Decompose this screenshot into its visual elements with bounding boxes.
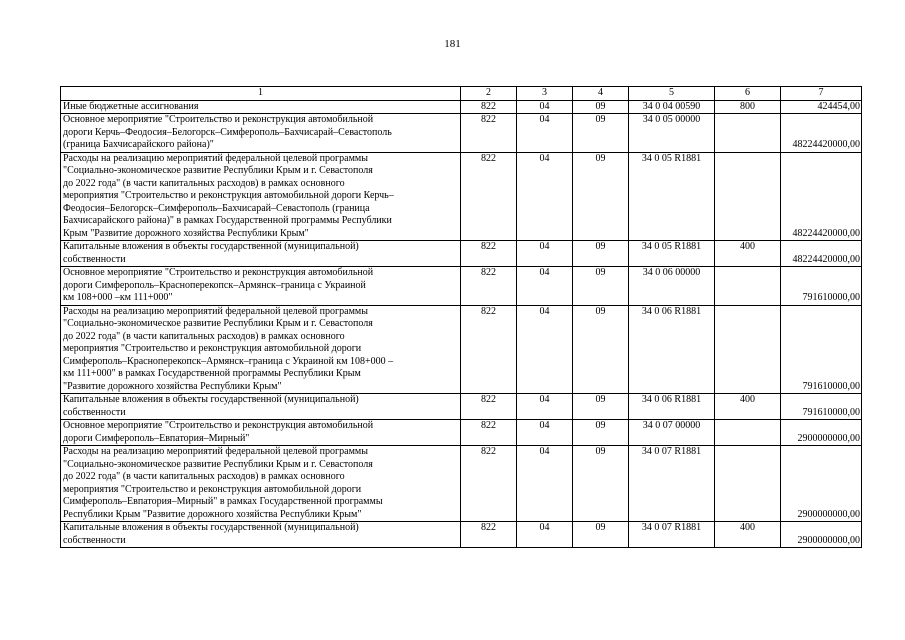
ministry-code-cell: 822 [461, 241, 517, 267]
amount-cell: 48224420000,00 [781, 241, 862, 267]
header-cell: 4 [573, 87, 629, 101]
ministry-code-cell: 822 [461, 267, 517, 306]
section-code-cell: 04 [517, 420, 573, 446]
ministry-code-cell: 822 [461, 522, 517, 548]
amount-cell: 791610000,00 [781, 305, 862, 394]
amount-cell: 48224420000,00 [781, 152, 862, 241]
ministry-code-cell: 822 [461, 114, 517, 153]
amount-cell: 2900000000,00 [781, 420, 862, 446]
expense-type-cell [715, 267, 781, 306]
expense-type-cell: 400 [715, 522, 781, 548]
header-cell: 2 [461, 87, 517, 101]
target-article-cell: 34 0 06 00000 [629, 267, 715, 306]
subsection-code-cell: 09 [573, 394, 629, 420]
section-code-cell: 04 [517, 522, 573, 548]
table-row [61, 446, 862, 522]
page-number: 181 [444, 38, 461, 50]
target-article-cell: 34 0 05 R1881 [629, 152, 715, 241]
ministry-code-cell: 822 [461, 305, 517, 394]
expense-type-cell [715, 446, 781, 522]
subsection-code-cell: 09 [573, 114, 629, 153]
header-cell: 6 [715, 87, 781, 101]
subsection-code-cell: 09 [573, 420, 629, 446]
table-row [61, 394, 862, 420]
expense-type-cell: 800 [715, 100, 781, 114]
amount-cell: 791610000,00 [781, 267, 862, 306]
expense-type-cell: 400 [715, 241, 781, 267]
section-code-cell: 04 [517, 114, 573, 153]
section-code-cell: 04 [517, 152, 573, 241]
amount-cell: 48224420000,00 [781, 114, 862, 153]
target-article-cell: 34 0 07 00000 [629, 420, 715, 446]
target-article-cell: 34 0 05 R1881 [629, 241, 715, 267]
target-article-cell: 34 0 07 R1881 [629, 446, 715, 522]
budget-table [60, 86, 862, 548]
expense-type-cell: 400 [715, 394, 781, 420]
header-row [61, 87, 862, 101]
table-row [61, 114, 862, 153]
target-article-cell: 34 0 06 R1881 [629, 394, 715, 420]
ministry-code-cell: 822 [461, 394, 517, 420]
row-name-cell: Основное мероприятие "Строительство и реконструкция автомобильной дороги Симферополь–Евпатория–Мирный" [61, 420, 461, 446]
row-name-cell: Капитальные вложения в объекты государственной (муниципальной) собственности [61, 522, 461, 548]
section-code-cell: 04 [517, 305, 573, 394]
section-code-cell: 04 [517, 267, 573, 306]
target-article-cell: 34 0 04 00590 [629, 100, 715, 114]
table-row [61, 522, 862, 548]
target-article-cell: 34 0 07 R1881 [629, 522, 715, 548]
header-cell: 7 [781, 87, 862, 101]
amount-cell: 2900000000,00 [781, 446, 862, 522]
subsection-code-cell: 09 [573, 152, 629, 241]
section-code-cell: 04 [517, 241, 573, 267]
subsection-code-cell: 09 [573, 446, 629, 522]
table-row [61, 100, 862, 114]
ministry-code-cell: 822 [461, 420, 517, 446]
table-row [61, 420, 862, 446]
row-name-cell: Иные бюджетные ассигнования [61, 100, 461, 114]
table-row [61, 305, 862, 394]
table-row [61, 152, 862, 241]
header-cell: 3 [517, 87, 573, 101]
amount-cell: 424454,00 [781, 100, 862, 114]
header-cell: 1 [61, 87, 461, 101]
amount-cell: 2900000000,00 [781, 522, 862, 548]
subsection-code-cell: 09 [573, 267, 629, 306]
expense-type-cell [715, 305, 781, 394]
ministry-code-cell: 822 [461, 100, 517, 114]
row-name-cell: Основное мероприятие "Строительство и реконструкция автомобильной дороги Симферополь–Красноперекопск–Армянск–граница с Украиной км 108+000 –км 111+000" [61, 267, 461, 306]
ministry-code-cell: 822 [461, 152, 517, 241]
subsection-code-cell: 09 [573, 305, 629, 394]
row-name-cell: Капитальные вложения в объекты государственной (муниципальной) собственности [61, 394, 461, 420]
subsection-code-cell: 09 [573, 522, 629, 548]
section-code-cell: 04 [517, 394, 573, 420]
subsection-code-cell: 09 [573, 100, 629, 114]
target-article-cell: 34 0 06 R1881 [629, 305, 715, 394]
subsection-code-cell: 09 [573, 241, 629, 267]
section-code-cell: 04 [517, 100, 573, 114]
expense-type-cell [715, 420, 781, 446]
row-name-cell: Расходы на реализацию мероприятий федеральной целевой программы "Социально-экономическое развитие Республики Крым и г. Севастополя до 2022 года" (в части капитальных расходов) в рамках основного мероприятия "Строительство и реконструкция автомобильной дороги Симферополь–Красноперекопск–Армянск–граница с Украиной км 108+000 – км 111+000" в рамках Государственной программы Республики Крым "Развитие дорожного хозяйства Республики Крым" [61, 305, 461, 394]
table-row [61, 267, 862, 306]
row-name-cell: Капитальные вложения в объекты государственной (муниципальной) собственности [61, 241, 461, 267]
expense-type-cell [715, 152, 781, 241]
row-name-cell: Расходы на реализацию мероприятий федеральной целевой программы "Социально-экономическое развитие Республики Крым и г. Севастополя до 2022 года" (в части капитальных расходов) в рамках основного мероприятия "Строительство и реконструкция автомобильной дороги Керчь– Феодосия–Белогорск–Симферополь–Бахчисарай–Севастополь (граница Бахчисарайского района)" в рамках Государственной программы Республики Крым "Развитие дорожного хозяйства Республики Крым" [61, 152, 461, 241]
section-code-cell: 04 [517, 446, 573, 522]
ministry-code-cell: 822 [461, 446, 517, 522]
row-name-cell: Основное мероприятие "Строительство и реконструкция автомобильной дороги Керчь–Феодосия–Белогорск–Симферополь–Бахчисарай–Севастополь (граница Бахчисарайского района)" [61, 114, 461, 153]
table-body [61, 87, 862, 548]
table-row [61, 241, 862, 267]
target-article-cell: 34 0 05 00000 [629, 114, 715, 153]
expense-type-cell [715, 114, 781, 153]
header-cell: 5 [629, 87, 715, 101]
amount-cell: 791610000,00 [781, 394, 862, 420]
row-name-cell: Расходы на реализацию мероприятий федеральной целевой программы "Социально-экономическое развитие Республики Крым и г. Севастополя до 2022 года" (в части капитальных расходов) в рамках основного мероприятия "Строительство и реконструкция автомобильной дороги Симферополь–Евпатория–Мирный" в рамках Государственной программы Республики Крым "Развитие дорожного хозяйства Республики Крым" [61, 446, 461, 522]
